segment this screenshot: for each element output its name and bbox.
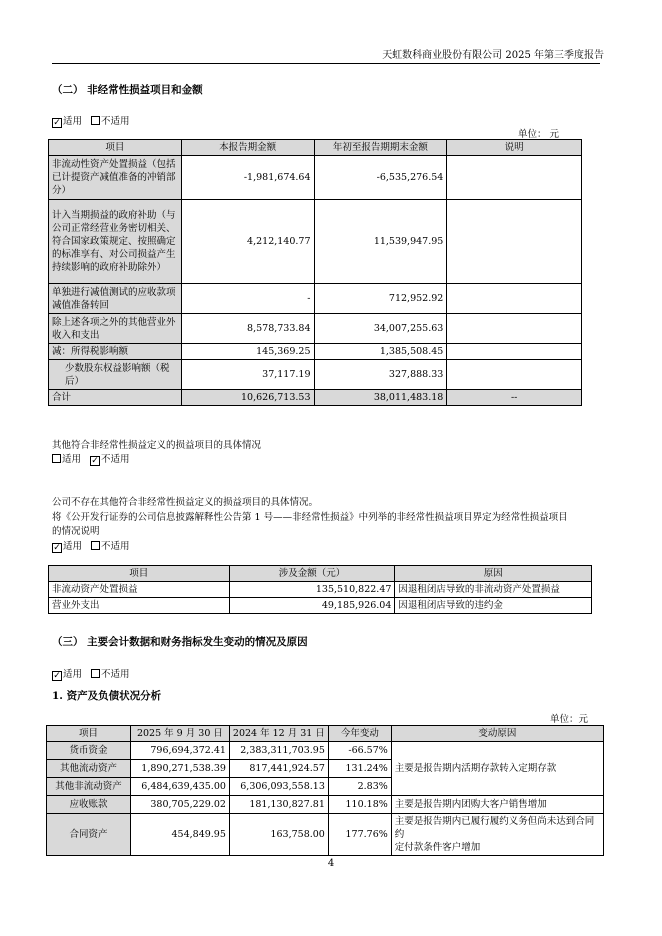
cell-reason: 因退租闭店导致的非流动资产处置损益	[395, 582, 592, 598]
definition-text-1: 将《公开发行证券的公司信息披露解释性公告第 1 号——非经常性损益》中列举的非经常性损益项目界定为经常性损益项目	[52, 512, 568, 523]
table-row	[49, 314, 582, 344]
cell-ytd: 712,952.92	[314, 284, 447, 314]
col-header: 今年变动	[328, 726, 391, 742]
cell-note	[447, 200, 582, 284]
applicable-checkbox-group-4: ✓ 适用 不适用	[53, 669, 130, 681]
col-header: 说明	[447, 140, 582, 156]
cell-value-2024: 6,306,093,558.13	[229, 778, 328, 796]
table-header-row	[47, 726, 604, 742]
row-label: 其他流动资产	[47, 760, 131, 778]
cell-ytd: 34,007,255.63	[314, 314, 447, 344]
row-label: 营业外支出	[49, 598, 230, 614]
cell-reason: 主要是报告期内团购大客户销售增加	[391, 796, 603, 814]
cell-reason: 因退租闭店导致的违约金	[395, 598, 592, 614]
cell-value-2025: 380,705,229.02	[130, 796, 229, 814]
row-label: 减：所得税影响额	[49, 344, 182, 360]
cell-current: 37,117.19	[181, 360, 314, 390]
col-header: 项目	[47, 726, 131, 742]
reason-line-1: 主要是报告期内已履行履约义务但尚未达到合同约	[394, 816, 595, 840]
row-label: 非流动资产处置损益	[49, 582, 230, 598]
col-header: 涉及金额（元）	[229, 566, 395, 582]
unchecked-box-icon[interactable]	[91, 541, 100, 550]
cell-ytd: 38,011,483.18	[314, 390, 447, 406]
table-header-row	[49, 140, 582, 156]
cell-amount: 49,185,926.04	[229, 598, 395, 614]
table-row	[49, 156, 582, 200]
table-header-row	[49, 566, 592, 582]
table-row	[47, 742, 604, 760]
applicable-checkbox-group-3: ✓ 适用 不适用	[53, 541, 130, 553]
col-header: 本报告期金额	[181, 140, 314, 156]
cell-change: 131.24%	[328, 760, 391, 778]
header-divider	[52, 63, 600, 64]
checked-box-icon[interactable]: ✓	[91, 456, 99, 466]
cell-ytd: 11,539,947.95	[314, 200, 447, 284]
cell-note	[447, 156, 582, 200]
col-header: 变动原因	[391, 726, 603, 742]
cell-change: 110.18%	[328, 796, 391, 814]
row-label: 货币资金	[47, 742, 131, 760]
cell-current: 10,626,713.53	[181, 390, 314, 406]
section-3-title: （三） 主要会计数据和财务指标发生变动的情况及原因	[52, 636, 308, 648]
unchecked-box-icon[interactable]	[52, 454, 61, 463]
col-header: 项目	[49, 566, 230, 582]
cell-ytd: 1,385,508.45	[314, 344, 447, 360]
col-header: 2024 年 12 月 31 日	[229, 726, 328, 742]
cell-note	[447, 284, 582, 314]
row-label: 少数股东权益影响额（税后）	[49, 360, 182, 390]
cell-note	[447, 344, 582, 360]
row-label: 单独进行减值测试的应收款项减值准备转回	[49, 284, 182, 314]
cell-value-2025: 796,694,372.41	[130, 742, 229, 760]
reason-line-2: 定付款条件客户增加	[394, 842, 481, 853]
col-header: 原因	[395, 566, 592, 582]
cell-value-2024: 2,383,311,703.95	[229, 742, 328, 760]
cell-ytd: -6,535,276.54	[314, 156, 447, 200]
unit-label: 单位： 元	[518, 129, 560, 140]
other-items-title: 其他符合非经常性损益定义的损益项目的具体情况	[52, 440, 262, 451]
cell-note	[447, 360, 582, 390]
cell-value-2025: 6,484,639,435.00	[130, 778, 229, 796]
checked-box-icon[interactable]: ✓	[53, 118, 61, 128]
reclassified-items-table	[48, 565, 592, 614]
row-label: 合同资产	[47, 814, 131, 856]
row-label: 除上述各项之外的其他营业外收入和支出	[49, 314, 182, 344]
applicable-checkbox-group-1: ✓ 适用 不适用	[53, 116, 130, 128]
row-label: 应收账款	[47, 796, 131, 814]
row-label: 合计	[49, 390, 182, 406]
row-label: 其他非流动资产	[47, 778, 131, 796]
cell-value-2024: 163,758.00	[229, 814, 328, 856]
cell-current: -	[181, 284, 314, 314]
subsection-1-title: 1. 资产及负债状况分析	[52, 690, 162, 702]
unchecked-box-icon[interactable]	[91, 116, 100, 125]
row-label: 非流动性资产处置损益（包括已计提资产减值准备的冲销部分）	[49, 156, 182, 200]
other-items-text: 公司不存在其他符合非经常性损益定义的损益项目的具体情况。	[52, 497, 319, 508]
cell-change: 177.76%	[328, 814, 391, 856]
row-label: 计入当期损益的政府补助（与公司正常经营业务密切相关、符合国家政策规定、按照确定的标准享有、对公司损益产生持续影响的政府补助除外）	[49, 200, 182, 284]
unchecked-box-icon[interactable]	[91, 669, 100, 678]
cell-value-2024: 817,441,924.57	[229, 760, 328, 778]
definition-text-2: 的情况说明	[52, 526, 100, 537]
table-row	[49, 284, 582, 314]
non-recurring-table	[48, 139, 582, 406]
section-2-title: （二） 非经常性损益项目和金额	[52, 84, 203, 96]
cell-ytd: 327,888.33	[314, 360, 447, 390]
table-row	[47, 796, 604, 814]
cell-change: -66.57%	[328, 742, 391, 760]
cell-reason-merged: 主要是报告期内活期存款转入定期存款	[391, 742, 603, 796]
cell-note: --	[447, 390, 582, 406]
cell-value-2025: 1,890,271,538.39	[130, 760, 229, 778]
cell-reason	[391, 814, 603, 856]
cell-value-2025: 454,849.95	[130, 814, 229, 856]
assets-liabilities-table	[46, 725, 604, 856]
table-row	[49, 344, 582, 360]
table-row	[47, 814, 604, 856]
cell-current: 145,369.25	[181, 344, 314, 360]
page-number: 4	[327, 858, 335, 869]
table-row	[49, 598, 592, 614]
col-header: 项目	[49, 140, 182, 156]
cell-change: 2.83%	[328, 778, 391, 796]
table-total-row	[49, 390, 582, 406]
cell-current: -1,981,674.64	[181, 156, 314, 200]
applicable-checkbox-group-2: 适用 ✓ 不适用	[52, 451, 130, 465]
cell-note	[447, 314, 582, 344]
cell-current: 4,212,140.77	[181, 200, 314, 284]
checked-box-icon[interactable]: ✓	[53, 671, 61, 681]
page-header: 天虹数科商业股份有限公司 2025 年第三季度报告	[382, 50, 604, 61]
unit-label-2: 单位：元	[550, 714, 589, 725]
table-row	[49, 582, 592, 598]
table-row	[49, 360, 582, 390]
cell-amount: 135,510,822.47	[229, 582, 395, 598]
col-header: 2025 年 9 月 30 日	[130, 726, 229, 742]
table-row	[49, 200, 582, 284]
cell-value-2024: 181,130,827.81	[229, 796, 328, 814]
col-header: 年初至报告期期末金额	[314, 140, 447, 156]
cell-current: 8,578,733.84	[181, 314, 314, 344]
checked-box-icon[interactable]: ✓	[53, 543, 61, 553]
